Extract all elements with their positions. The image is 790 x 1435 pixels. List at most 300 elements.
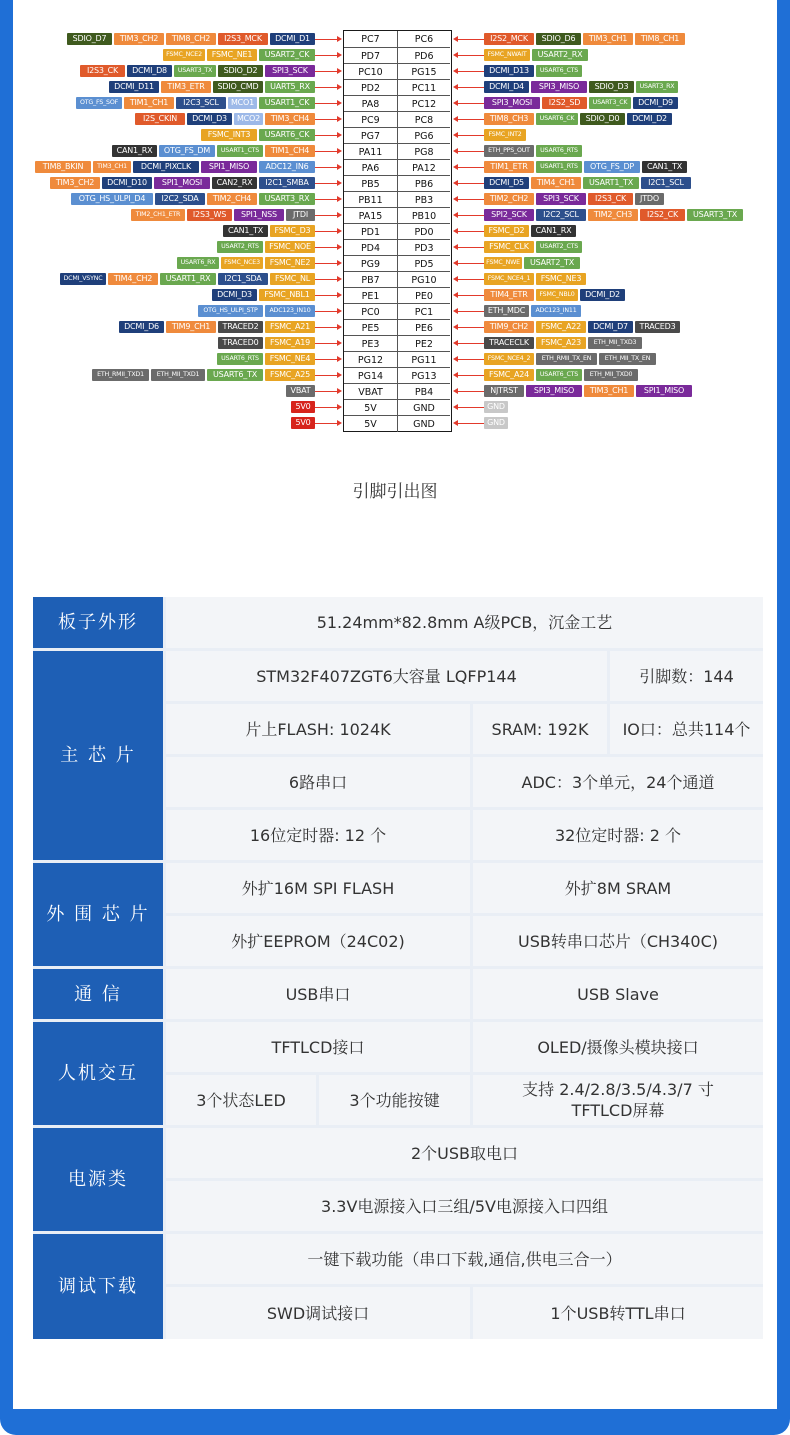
pin-function-tag: FSMC_A25 xyxy=(265,369,315,381)
spec-header-chip: 主 芯 片 xyxy=(33,651,163,860)
pin-row xyxy=(344,79,450,95)
pin-right-label: PC11 xyxy=(397,80,450,96)
pin-function-tag: TRACED0 xyxy=(218,337,263,349)
arrow-icon xyxy=(337,116,342,122)
pin-function-tag: I2S3_CK xyxy=(588,193,633,205)
pin-wire xyxy=(458,231,484,232)
pin-function-tag: TRACECLK xyxy=(484,337,534,349)
pin-function-tag: DCMI_D2 xyxy=(580,289,625,301)
pin-left-label: PA8 xyxy=(361,99,380,110)
pin-row xyxy=(344,383,450,399)
pin-function-tag: TIM8_CH3 xyxy=(484,113,534,125)
pin-right-label: PB10 xyxy=(397,208,450,224)
pin-right-label: PC6 xyxy=(397,31,450,47)
pin-wire xyxy=(458,55,484,56)
pin-function-tag: DCMI_D9 xyxy=(633,97,678,109)
pin-function-tag: ETH_RMII_TXD1 xyxy=(92,369,149,381)
pin-function-tag: FSMC_NBL1 xyxy=(259,289,315,301)
pin-function-tag: I2S3_CK xyxy=(80,65,125,77)
pin-function-tag: SDIO_D3 xyxy=(589,81,634,93)
pin-wire xyxy=(458,119,484,120)
arrow-icon xyxy=(337,372,342,378)
pin-function-tag: USART2_CK xyxy=(259,49,315,61)
pin-left-label: PA6 xyxy=(361,163,380,174)
arrow-icon xyxy=(453,356,458,362)
pin-left-label: PB11 xyxy=(358,195,383,206)
arrow-icon xyxy=(337,356,342,362)
spec-debug-swd: SWD调试接口 xyxy=(166,1287,470,1339)
pin-row xyxy=(344,127,450,143)
pin-function-tag: USART2_CTS xyxy=(536,241,582,253)
pin-function-tag: I2S3_WS xyxy=(187,209,232,221)
pin-function-tag: ADC123_IN10 xyxy=(265,305,315,317)
pin-wire xyxy=(458,135,484,136)
pin-function-tag: TIM2_CH3 xyxy=(588,209,638,221)
pin-row xyxy=(344,303,450,319)
pin-wire xyxy=(315,359,338,360)
pin-function-tag: TIM4_ETR xyxy=(484,289,534,301)
arrow-icon xyxy=(453,148,458,154)
pin-right-label: PE6 xyxy=(397,320,450,336)
pin-wire xyxy=(458,375,484,376)
pin-function-tag: SPI1_MISO xyxy=(201,161,257,173)
pin-row xyxy=(344,271,450,287)
pin-wire xyxy=(458,215,484,216)
pin-function-tag: DCMI_D7 xyxy=(588,321,633,333)
spec-header-power: 电源类 xyxy=(33,1128,163,1231)
pin-wire xyxy=(315,151,338,152)
pin-function-tag: OTG_HS_ULPI_STP xyxy=(198,305,263,317)
spec-header-debug: 调试下载 xyxy=(33,1234,163,1339)
pin-function-tag: FSMC_INT2 xyxy=(484,129,526,141)
pin-row xyxy=(344,207,450,223)
pin-left-label: PD1 xyxy=(360,227,381,238)
pin-function-tag: TIM3_ETR xyxy=(161,81,211,93)
pin-function-tag: USART2_RTS xyxy=(217,241,263,253)
spec-periph-sram: 外扩8M SRAM xyxy=(473,863,763,913)
pin-function-tag: TIM2_CH4 xyxy=(207,193,257,205)
pin-function-tag: TRACED2 xyxy=(218,321,263,333)
pin-function-tag: USART3_TX xyxy=(174,65,216,77)
arrow-icon xyxy=(337,52,342,58)
spec-chip-adc: ADC：3个单元，24个通道 xyxy=(473,757,763,807)
pin-wire xyxy=(458,247,484,248)
pin-function-tag: FSMC_NE2 xyxy=(265,257,315,269)
pin-right-label: PA12 xyxy=(397,160,450,176)
pin-function-tag: TIM8_BKIN xyxy=(35,161,91,173)
arrow-icon xyxy=(337,292,342,298)
pin-left-label: PD7 xyxy=(360,51,381,62)
pin-function-tag: SPI3_MOSI xyxy=(484,97,540,109)
pin-function-tag: TIM2_CH1_ETR xyxy=(131,209,185,221)
pin-function-tag: USART3_TX xyxy=(687,209,743,221)
arrow-icon xyxy=(453,420,458,426)
pin-function-tag: TIM9_CH1 xyxy=(166,321,216,333)
pin-function-tag: OTG_FS_SOF xyxy=(76,97,122,109)
pin-function-tag: SPI2_SCK xyxy=(484,209,534,221)
pin-function-tag: SPI3_MISO xyxy=(531,81,587,93)
pin-wire xyxy=(458,87,484,88)
arrow-icon xyxy=(337,324,342,330)
pin-function-tag: DCMI_D1 xyxy=(270,33,315,45)
pin-row xyxy=(344,159,450,175)
pin-function-tag: SDIO_D2 xyxy=(218,65,263,77)
pin-function-tag: TIM2_CH2 xyxy=(484,193,534,205)
pin-function-tag: TIM4_CH1 xyxy=(531,177,581,189)
pin-function-tag: TIM3_CH1 xyxy=(93,161,131,173)
pin-function-tag: USART3_CK xyxy=(589,97,631,109)
pin-right-label: PB6 xyxy=(397,176,450,192)
pin-function-tag: TIM1_ETR xyxy=(484,161,534,173)
spec-periph-eeprom: 外扩EEPROM（24C02) xyxy=(166,916,470,966)
pin-row xyxy=(344,335,450,351)
pin-function-tag: FSMC_CLK xyxy=(484,241,534,253)
arrow-icon xyxy=(453,308,458,314)
pin-wire xyxy=(458,359,484,360)
pin-wire xyxy=(458,327,484,328)
pin-function-tag: OTG_HS_ULPI_D4 xyxy=(71,193,153,205)
pin-function-tag: DCMI_D11 xyxy=(109,81,159,93)
pin-function-tag: GND xyxy=(484,417,508,429)
spec-hmi-keys: 3个功能按键 xyxy=(319,1075,470,1125)
pin-left-label: PE1 xyxy=(361,291,380,302)
pin-wire xyxy=(315,391,338,392)
pin-right-label: PC12 xyxy=(397,96,450,112)
pin-function-tag: FSMC_A21 xyxy=(265,321,315,333)
pin-function-tag: USART6_CTS xyxy=(536,369,582,381)
arrow-icon xyxy=(453,132,458,138)
chip-header xyxy=(343,30,452,432)
pin-function-tag: FSMC_NWE xyxy=(484,257,522,269)
pin-wire xyxy=(458,423,484,424)
pin-function-tag: TIM3_CH4 xyxy=(265,113,315,125)
pin-function-tag: ETH_PPS_OUT xyxy=(484,145,534,157)
arrow-icon xyxy=(453,212,458,218)
pin-function-tag: TRACED3 xyxy=(635,321,680,333)
pin-function-tag: ETH_MDC xyxy=(484,305,529,317)
pin-function-tag: USART1_CK xyxy=(259,97,315,109)
pin-wire xyxy=(315,135,338,136)
pin-row xyxy=(344,223,450,239)
spec-header-periph: 外 围 芯 片 xyxy=(33,863,163,966)
arrow-icon xyxy=(337,340,342,346)
pin-function-tag: ETH_MII_TXD1 xyxy=(151,369,205,381)
pin-wire xyxy=(315,103,338,104)
arrow-icon xyxy=(453,164,458,170)
pin-function-tag: FSMC_A24 xyxy=(484,369,534,381)
arrow-icon xyxy=(453,180,458,186)
pin-right-label: PD3 xyxy=(397,240,450,256)
pin-row xyxy=(344,319,450,335)
pin-function-tag: ADC12_IN6 xyxy=(259,161,315,173)
pin-function-tag: ETH_MII_TX_EN xyxy=(599,353,656,365)
pin-function-tag: TIM1_CH4 xyxy=(265,145,315,157)
pinout-caption: 引脚引出图 xyxy=(352,482,438,502)
pin-left-label: PA11 xyxy=(358,147,383,158)
pin-function-tag: FSMC_NCE2 xyxy=(163,49,205,61)
pin-function-tag: USART3_RX xyxy=(259,193,315,205)
arrow-icon xyxy=(337,228,342,234)
arrow-icon xyxy=(453,404,458,410)
pin-function-tag: USART6_RTS xyxy=(217,353,263,365)
pin-function-tag: FSMC_NE4 xyxy=(265,353,315,365)
pin-function-tag: FSMC_NBL0 xyxy=(536,289,578,301)
arrow-icon xyxy=(453,36,458,42)
pin-function-tag: DCMI_D6 xyxy=(119,321,164,333)
pin-wire xyxy=(315,55,338,56)
pin-right-label: PD5 xyxy=(397,256,450,272)
pin-left-label: PA15 xyxy=(358,211,383,222)
pin-wire xyxy=(458,295,484,296)
pin-function-tag: FSMC_INT3 xyxy=(201,129,257,141)
pin-wire xyxy=(315,119,338,120)
pin-wire xyxy=(315,327,338,328)
spec-power-input: 3.3V电源接入口三组/5V电源接入口四组 xyxy=(166,1181,763,1231)
pin-wire xyxy=(458,39,484,40)
spec-header-comm: 通 信 xyxy=(33,969,163,1019)
pin-row xyxy=(344,287,450,303)
arrow-icon xyxy=(453,372,458,378)
pin-function-tag: ETH_MII_TXD3 xyxy=(588,337,642,349)
pin-function-tag: TIM3_CH1 xyxy=(583,33,633,45)
arrow-icon xyxy=(337,388,342,394)
spec-power-usb: 2个USB取电口 xyxy=(166,1128,763,1178)
pin-function-tag: I2S2_SD xyxy=(542,97,587,109)
pin-function-tag: FSMC_NCE3 xyxy=(221,257,263,269)
pin-function-tag: ADC123_IN11 xyxy=(531,305,581,317)
pin-function-tag: MCO2 xyxy=(234,113,263,125)
pin-function-tag: TIM4_CH2 xyxy=(108,273,158,285)
pin-function-tag: CAN1_RX xyxy=(531,225,576,237)
pin-row xyxy=(344,95,450,111)
spec-comm-usb: USB串口 xyxy=(166,969,470,1019)
pin-wire xyxy=(315,39,338,40)
pin-wire xyxy=(458,311,484,312)
pin-function-tag: NJTRST xyxy=(484,385,524,397)
pin-function-tag: CAN1_RX xyxy=(112,145,157,157)
pin-row xyxy=(344,47,450,63)
pin-left-label: PG14 xyxy=(357,371,384,382)
pin-function-tag: I2S3_MCK xyxy=(218,33,268,45)
pin-function-tag: USART6_RX xyxy=(177,257,219,269)
pin-function-tag: SPI1_MOSI xyxy=(154,177,210,189)
pin-right-label: PG6 xyxy=(397,128,450,144)
pin-right-label: PG15 xyxy=(397,64,450,80)
pin-function-tag: I2S2_CK xyxy=(640,209,685,221)
pin-row xyxy=(344,191,450,207)
pin-left-label: PB7 xyxy=(361,275,380,286)
spec-hmi-support: 支持 2.4/2.8/3.5/4.3/7 寸 TFTLCD屏幕 xyxy=(473,1075,763,1125)
pin-left-label: PG12 xyxy=(357,355,384,366)
pin-function-tag: TIM9_CH2 xyxy=(484,321,534,333)
pin-wire xyxy=(315,407,338,408)
spec-hmi-oled: OLED/摄像头模块接口 xyxy=(473,1022,763,1072)
pin-row xyxy=(344,255,450,271)
pin-function-tag: VBAT xyxy=(286,385,315,397)
pin-left-label: PD2 xyxy=(360,83,381,94)
pin-left-label: PC9 xyxy=(361,115,380,126)
pin-function-tag: FSMC_A22 xyxy=(536,321,586,333)
pin-left-label: VBAT xyxy=(358,387,383,398)
spec-periph-usb: USB转串口芯片（CH340C) xyxy=(473,916,763,966)
pin-function-tag: FSMC_NCE4_1 xyxy=(484,273,534,285)
pin-right-label: PG13 xyxy=(397,368,450,384)
pin-function-tag: TIM1_CH1 xyxy=(124,97,174,109)
pin-left-label: PG7 xyxy=(360,131,381,142)
pin-function-tag: CAN2_RX xyxy=(212,177,257,189)
arrow-icon xyxy=(337,308,342,314)
pin-row xyxy=(344,367,450,383)
pin-function-tag: UART5_RX xyxy=(265,81,315,93)
spec-hmi-led: 3个状态LED xyxy=(166,1075,316,1125)
arrow-icon xyxy=(453,100,458,106)
pin-function-tag: CAN1_TX xyxy=(223,225,268,237)
pin-left-label: 5V xyxy=(364,419,377,430)
arrow-icon xyxy=(337,84,342,90)
arrow-icon xyxy=(337,36,342,42)
pin-row xyxy=(344,415,450,431)
pin-function-tag: ETH_MII_TXD0 xyxy=(584,369,638,381)
pin-wire xyxy=(315,423,338,424)
pin-function-tag: FSMC_A19 xyxy=(265,337,315,349)
pin-wire xyxy=(315,375,338,376)
pin-right-label: PC8 xyxy=(397,112,450,128)
spec-board-size: 51.24mm*82.8mm A级PCB，沉金工艺 xyxy=(166,597,763,648)
pin-function-tag: USART1_RTS xyxy=(536,161,582,173)
pin-function-tag: FSMC_A23 xyxy=(536,337,586,349)
spec-debug-ttl: 1个USB转TTL串口 xyxy=(473,1287,763,1339)
pin-row xyxy=(344,143,450,159)
pin-function-tag: SDIO_D0 xyxy=(580,113,625,125)
pin-row xyxy=(344,111,450,127)
pin-function-tag: TIM3_CH2 xyxy=(114,33,164,45)
pin-function-tag: TIM8_CH1 xyxy=(635,33,685,45)
pin-function-tag: FSMC_D2 xyxy=(484,225,529,237)
pin-wire xyxy=(458,199,484,200)
pin-function-tag: FSMC_NOE xyxy=(265,241,315,253)
arrow-icon xyxy=(337,164,342,170)
arrow-icon xyxy=(453,228,458,234)
pin-right-label: PB3 xyxy=(397,192,450,208)
pin-left-label: PC0 xyxy=(361,307,380,318)
pin-function-tag: OTG_FS_DM xyxy=(159,145,215,157)
pin-wire xyxy=(315,215,338,216)
pin-function-tag: I2S_CKIN xyxy=(135,113,185,125)
pin-wire xyxy=(458,71,484,72)
pin-wire xyxy=(315,167,338,168)
pin-function-tag: SPI3_MISO xyxy=(526,385,582,397)
pin-function-tag: DCMI_D4 xyxy=(484,81,529,93)
pin-function-tag: USART2_TX xyxy=(524,257,580,269)
pin-right-label: PE2 xyxy=(397,336,450,352)
arrow-icon xyxy=(453,292,458,298)
arrow-icon xyxy=(337,260,342,266)
pin-wire xyxy=(458,167,484,168)
pin-left-label: PC10 xyxy=(358,67,383,78)
pin-wire xyxy=(315,71,338,72)
pin-function-tag: TIM8_CH2 xyxy=(166,33,216,45)
pin-function-tag: SPI3_SCK xyxy=(536,193,586,205)
pin-function-tag: DCMI_D5 xyxy=(484,177,529,189)
pin-left-label: PE3 xyxy=(361,339,380,350)
pin-function-tag: FSMC_D3 xyxy=(270,225,315,237)
pin-wire xyxy=(458,343,484,344)
spec-chip-uart: 6路串口 xyxy=(166,757,470,807)
spec-header-board: 板子外形 xyxy=(33,597,163,648)
pin-function-tag: USART1_CTS xyxy=(217,145,263,157)
pin-row xyxy=(344,63,450,79)
pin-function-tag: ETH_RMII_TX_EN xyxy=(536,353,597,365)
pin-function-tag: DCMI_D3 xyxy=(212,289,257,301)
pin-function-tag: FSMC_NE3 xyxy=(536,273,586,285)
pin-right-label: PE0 xyxy=(397,288,450,304)
pin-right-label: PG10 xyxy=(397,272,450,288)
arrow-icon xyxy=(453,388,458,394)
pin-function-tag: DCMI_D2 xyxy=(627,113,672,125)
spec-debug-onekey: 一键下载功能（串口下载,通信,供电三合一） xyxy=(166,1234,763,1284)
arrow-icon xyxy=(453,84,458,90)
pin-right-label: PD0 xyxy=(397,224,450,240)
pin-function-tag: USART3_RX xyxy=(636,81,678,93)
pin-function-tag: SPI1_MISO xyxy=(636,385,692,397)
spec-table xyxy=(33,597,763,1339)
arrow-icon xyxy=(453,52,458,58)
pin-left-label: PC7 xyxy=(361,34,380,45)
pin-wire xyxy=(458,151,484,152)
pin-right-label: PG11 xyxy=(397,352,450,368)
pin-function-tag: I2C1_SMBA xyxy=(259,177,315,189)
pin-row xyxy=(344,175,450,191)
pin-function-tag: JTDO xyxy=(635,193,664,205)
spec-chip-model: STM32F407ZGT6大容量 LQFP144 xyxy=(166,651,607,701)
pin-function-tag: USART1_RX xyxy=(160,273,216,285)
pin-function-tag: DCMI_D3 xyxy=(187,113,232,125)
spec-header-hmi: 人机交互 xyxy=(33,1022,163,1125)
pin-left-label: PG9 xyxy=(360,259,381,270)
arrow-icon xyxy=(453,340,458,346)
arrow-icon xyxy=(453,116,458,122)
pin-function-tag: SPI3_SCK xyxy=(265,65,315,77)
pin-left-label: PB5 xyxy=(361,179,380,190)
arrow-icon xyxy=(453,276,458,282)
arrow-icon xyxy=(337,276,342,282)
pin-function-tag: SPI1_NSS xyxy=(234,209,284,221)
pin-wire xyxy=(458,279,484,280)
pin-function-tag: GND xyxy=(484,401,508,413)
pin-wire xyxy=(458,183,484,184)
pin-wire xyxy=(315,199,338,200)
pin-row xyxy=(344,399,450,415)
pin-wire xyxy=(458,391,484,392)
pin-function-tag: TIM3_CH2 xyxy=(50,177,100,189)
pin-function-tag: SDIO_D6 xyxy=(536,33,581,45)
arrow-icon xyxy=(337,68,342,74)
arrow-icon xyxy=(337,244,342,250)
spec-chip-flash: 片上FLASH: 1024K xyxy=(166,704,470,754)
pin-function-tag: FSMC_NL xyxy=(270,273,315,285)
pin-right-label: GND xyxy=(397,416,450,432)
spec-chip-io: IO口：总共114个 xyxy=(610,704,763,754)
arrow-icon xyxy=(453,68,458,74)
pin-right-label: PC1 xyxy=(397,304,450,320)
arrow-icon xyxy=(337,132,342,138)
pin-row xyxy=(344,31,450,47)
spec-hmi-tftlcd: TFTLCD接口 xyxy=(166,1022,470,1072)
pin-right-label: PB4 xyxy=(397,384,450,400)
pin-left-label: PE5 xyxy=(361,323,380,334)
pin-function-tag: FSMC_NWAIT xyxy=(484,49,530,61)
pin-function-tag: I2S2_MCK xyxy=(484,33,534,45)
